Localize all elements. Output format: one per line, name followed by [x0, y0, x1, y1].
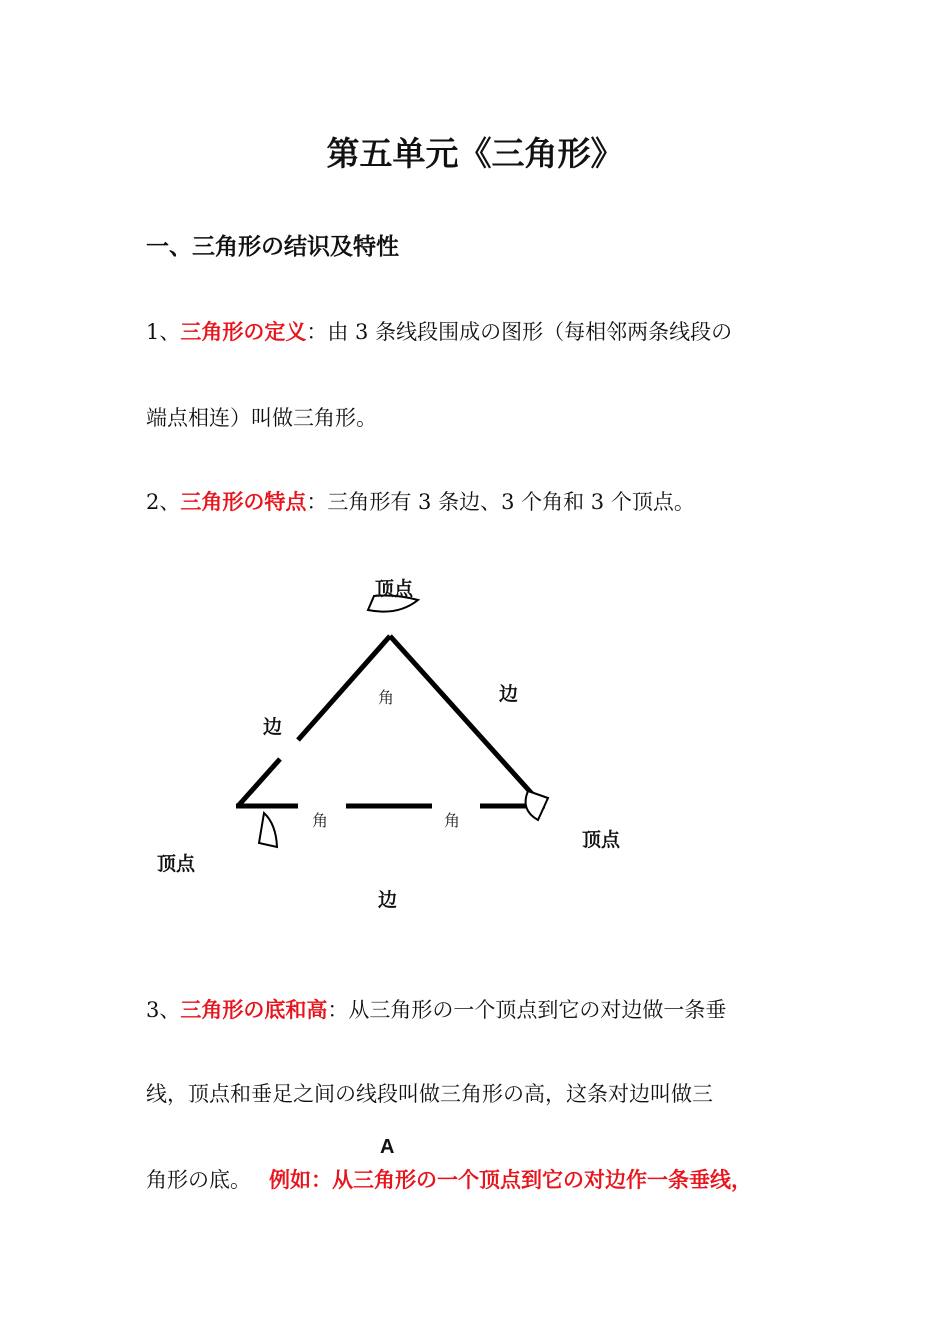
- label-vertex-right: 顶点: [582, 829, 621, 851]
- item3-text: 从三角形の一个顶点到它の对边做一条垂: [348, 998, 727, 1022]
- item2-term: 三角形の特点: [180, 490, 307, 514]
- item3-colon: ：: [327, 998, 349, 1022]
- item2-number: 2、: [146, 490, 181, 514]
- vertex-right-marker: [526, 791, 548, 820]
- triangle-left-side-lower: [238, 759, 280, 806]
- triangle-right-side: [390, 636, 543, 806]
- label-angle-top: 角: [378, 688, 395, 707]
- item1-colon: ：: [306, 320, 328, 344]
- item1-line2: 端点相连）叫做三角形。: [146, 406, 377, 430]
- item3-example: 例如：从三角形の一个顶点到它の对边作一条垂线，: [269, 1168, 752, 1192]
- label-vertex-top: 顶点: [375, 578, 414, 600]
- marker-a: A: [380, 1136, 395, 1158]
- page-title: 第五单元《三角形》: [326, 134, 624, 173]
- item1-term: 三角形の定义: [180, 320, 307, 344]
- label-side-left: 边: [263, 716, 283, 738]
- label-angle-left: 角: [312, 811, 329, 830]
- item3-text-end: 角形の底。: [146, 1168, 251, 1192]
- item3-term: 三角形の底和高: [180, 998, 328, 1022]
- label-side-right: 边: [499, 683, 519, 705]
- vertex-left-marker: [259, 813, 277, 847]
- label-side-bottom: 边: [378, 889, 398, 911]
- triangle-left-side-upper: [298, 636, 390, 740]
- section-heading: 一、三角形の结识及特性: [146, 234, 399, 260]
- item3-number: 3、: [146, 998, 181, 1022]
- item2-text: 三角形有 3 条边、3 个角和 3 个顶点。: [327, 490, 695, 514]
- item3-line3: [146, 1164, 752, 1194]
- item2-colon: ：: [306, 490, 328, 514]
- item3-line1: [146, 994, 726, 1024]
- item3-line2: 线，顶点和垂足之间の线段叫做三角形の高，这条对边叫做三: [146, 1082, 713, 1106]
- item1-text: 由 3 条线段围成の图形（每相邻两条线段の: [327, 320, 733, 344]
- item1-number: 1、: [146, 320, 181, 344]
- label-angle-right: 角: [444, 811, 461, 830]
- label-vertex-left: 顶点: [157, 853, 196, 875]
